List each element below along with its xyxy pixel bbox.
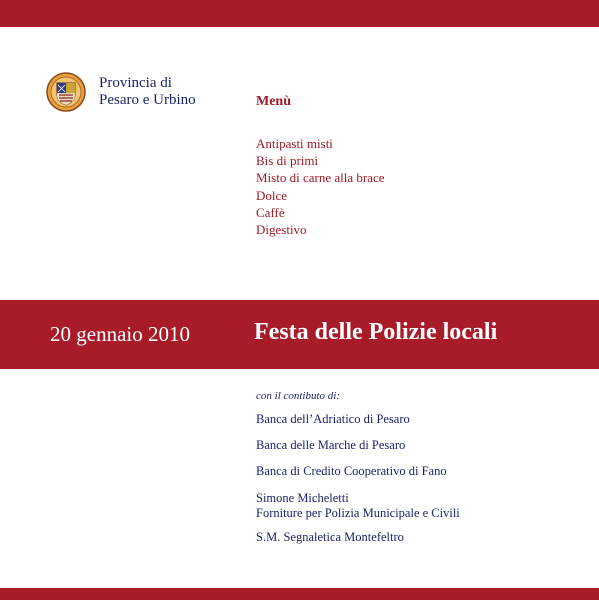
event-title: Festa delle Polizie locali xyxy=(254,319,498,345)
sponsor-item xyxy=(256,530,404,545)
event-date: 20 gennaio 2010 xyxy=(50,322,190,346)
sponsors-label: con il contibuto di: xyxy=(256,390,341,402)
sponsor-item xyxy=(256,412,410,427)
sponsor-name: Simone Micheletti xyxy=(256,491,349,505)
event-banner xyxy=(0,300,599,369)
bottom-color-band xyxy=(0,588,599,600)
province-coat-of-arms-icon xyxy=(46,72,86,112)
organization-name xyxy=(99,75,196,109)
sponsor-name: Banca dell’Adriatico di Pesaro xyxy=(256,412,410,426)
menu-item: Dolce xyxy=(256,187,288,203)
sponsor-name: S.M. Segnaletica Montefeltro xyxy=(256,530,404,544)
menu-item: Misto di carne alla brace xyxy=(256,170,385,186)
menu-item: Bis di primi xyxy=(256,153,319,169)
sponsor-name: Banca delle Marche di Pesaro xyxy=(256,438,406,452)
sponsor-item xyxy=(256,438,405,453)
menu-list xyxy=(256,135,385,238)
menu-title: Menù xyxy=(256,94,291,109)
sponsor-description: Forniture per Polizia Municipale e Civili xyxy=(256,506,460,520)
menu-item: Antipasti misti xyxy=(256,136,333,151)
menu-item: Digestivo xyxy=(256,222,307,238)
sponsor-item xyxy=(256,491,460,521)
menu-item: Caffè xyxy=(256,204,285,220)
sponsor-name: Banca di Credito Cooperativo di Fano xyxy=(256,464,447,478)
top-color-band xyxy=(0,0,599,27)
organization-name-line-2: Pesaro e Urbino xyxy=(99,92,196,108)
sponsor-item xyxy=(256,464,447,479)
organization-name-line-1: Provincia di xyxy=(99,75,172,91)
